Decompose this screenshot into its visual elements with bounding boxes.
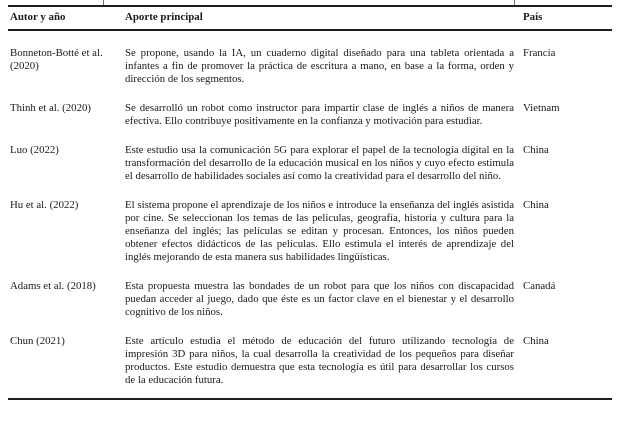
table-header-row xyxy=(8,7,612,31)
contribution-cell: Este estudio usa la comunicación 5G para explorar el papel de la tecnología digital en la transformación del desarrollo de la educación musical en los niños y cuyo efecto estimula el desarrollo de habilidades sociales así como la creatividad para el desarrollo del niño. xyxy=(125,144,514,182)
table-row xyxy=(8,47,612,86)
table-row xyxy=(8,280,612,319)
author-year-cell: Chun (2021) xyxy=(10,335,65,347)
table-row xyxy=(8,102,612,128)
contribution-cell: Este artículo estudia el método de educación del futuro utilizando tecnología de impresión 3D para niños, la cual desarrolla la creatividad de los pequeños para diseñar productos. Este estudio demuestra que esta tecnología es útil para desarrollar los cursos de la educación futura. xyxy=(125,335,514,386)
column-divider-tick-left xyxy=(103,0,104,5)
table-bottom-rule xyxy=(8,398,612,400)
country-cell: Francia xyxy=(523,47,556,59)
country-cell: China xyxy=(523,335,549,347)
contribution-cell: Esta propuesta muestra las bondades de un robot para que los niños con discapacidad puedan acceder al juego, dado que éste es un factor clave en el bienestar y el desarrollo cognitivo de los niños. xyxy=(125,280,514,318)
column-divider-tick-right xyxy=(514,0,515,5)
author-year-cell: Bonneton-Botté et al. (2020) xyxy=(10,47,103,72)
table-row xyxy=(8,199,612,264)
country-cell: China xyxy=(523,144,549,156)
country-cell: Vietnam xyxy=(523,102,560,114)
author-year-cell: Luo (2022) xyxy=(10,144,59,156)
country-cell: China xyxy=(523,199,549,211)
contribution-cell: El sistema propone el aprendizaje de los niños e introduce la enseñanza del inglés asistida por cine. Se seleccionan los temas de las películas, geografía, historia y cultura para la enseñanza del inglés; las películas se editan y procesan. Entonces, los niños pueden obtener efectos didácticos de las películas. Ello estimula el interés de aprendizaje del inglés mejorando de esta manera sus habilidades lingüísticas. xyxy=(125,199,514,263)
header-aporte-principal: Aporte principal xyxy=(125,11,203,23)
contribution-cell: Se desarrolló un robot como instructor para impartir clase de inglés a niños de manera efectiva. Ello contribuye positivamente en la confianza y motivación para estudiar. xyxy=(125,102,514,127)
country-cell: Canadá xyxy=(523,280,556,292)
author-year-cell: Hu et al. (2022) xyxy=(10,199,79,211)
header-pais: País xyxy=(523,11,543,23)
table-row xyxy=(8,144,612,183)
table-row xyxy=(8,335,612,387)
contribution-cell: Se propone, usando la IA, un cuaderno digital diseñado para una tableta orientada a infantes a fin de promover la práctica de escritura a mano, en base a la forma, orden y dirección de los segmentos. xyxy=(125,47,514,85)
author-year-cell: Adams et al. (2018) xyxy=(10,280,96,292)
paper-table xyxy=(8,5,612,400)
header-autor-y-ano: Autor y año xyxy=(10,11,66,23)
author-year-cell: Thinh et al. (2020) xyxy=(10,102,91,114)
